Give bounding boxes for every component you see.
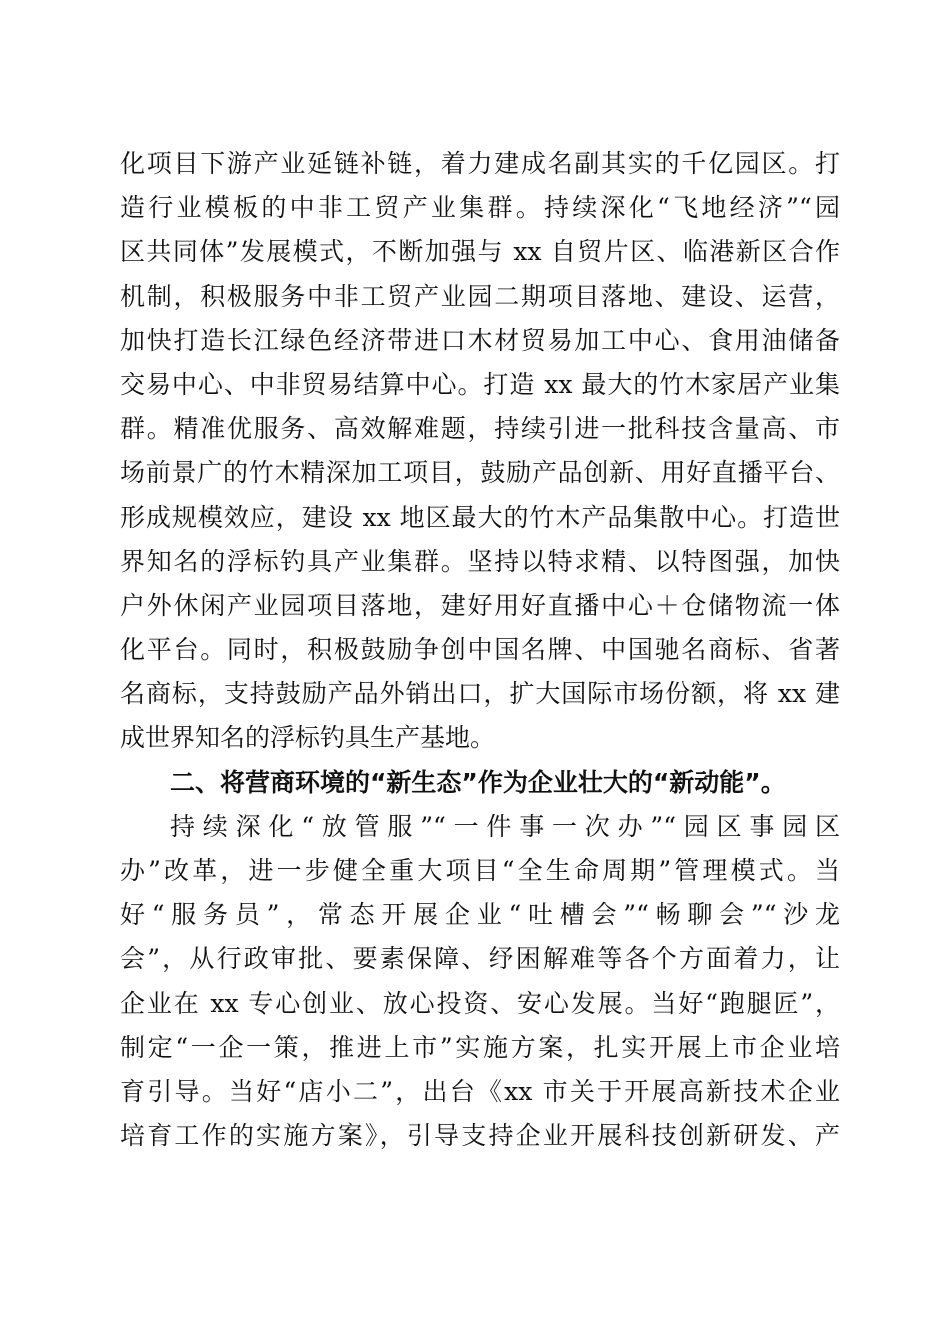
text-line: 区共同体”发展模式，不断加强与 xx 自贸片区、临港新区合作 — [120, 237, 840, 267]
text-line: 机制，积极服务中非工贸产业园二期项目落地、建设、运营， — [120, 281, 840, 311]
text-line: 形成规模效应，建设 xx 地区最大的竹木产品集散中心。打造世 — [120, 502, 840, 532]
text-line: 办”改革，进一步健全重大项目“全生命周期”管理模式。当 — [120, 856, 840, 885]
section-heading: 二、将营商环境的“新生态”作为企业壮大的“新动能”。 — [170, 767, 786, 797]
document-body — [120, 142, 840, 1158]
text-line: 化项目下游产业延链补链，着力建成名副其实的千亿园区。打 — [120, 149, 840, 178]
text-line: 制定“一企一策，推进上市”实施方案，扎实开展上市企业培 — [120, 1032, 840, 1062]
text-line: 化平台。同时，积极鼓励争创中国名牌、中国驰名商标、省著 — [120, 635, 840, 665]
text-line: 培育工作的实施方案》，引导支持企业开展科技创新研发、产 — [120, 1121, 840, 1151]
text-line: 加快打造长江绿色经济带进口木材贸易加工中心、食用油储备 — [120, 325, 840, 355]
text-line: 持续深化“放管服”“一件事一次办”“园区事园区 — [170, 811, 840, 841]
text-line: 成世界知名的浮标钓具生产基地。 — [120, 723, 496, 753]
text-line: 交易中心、中非贸易结算中心。打造 xx 最大的竹木家居产业集 — [120, 369, 840, 399]
text-line: 界知名的浮标钓具产业集群。坚持以特求精、以特图强，加快 — [120, 546, 840, 576]
text-line: 会”，从行政审批、要素保障、纾困解难等各个方面着力，让 — [120, 944, 840, 974]
text-line: 造行业模板的中非工贸产业集群。持续深化“飞地经济”“园 — [120, 193, 840, 223]
text-line: 育引导。当好“店小二”，出台《xx 市关于开展高新技术企业 — [120, 1076, 840, 1106]
text-line: 户外休闲产业园项目落地，建好用好直播中心＋仓储物流一体 — [120, 590, 840, 620]
text-line: 群。精准优服务、高效解难题，持续引进一批科技含量高、市 — [120, 414, 840, 444]
text-line: 场前景广的竹木精深加工项目，鼓励产品创新、用好直播平台、 — [120, 458, 840, 488]
text-line: 好“服务员”，常态开展企业“吐槽会”“畅聊会”“沙龙 — [120, 900, 840, 930]
text-line: 企业在 xx 专心创业、放心投资、安心发展。当好“跑腿匠”， — [120, 988, 840, 1018]
paragraph-industrial-clusters — [120, 142, 840, 761]
text-line: 名商标，支持鼓励产品外销出口，扩大国际市场份额，将 xx 建 — [120, 679, 840, 709]
paragraph-business-environment — [120, 805, 840, 1159]
